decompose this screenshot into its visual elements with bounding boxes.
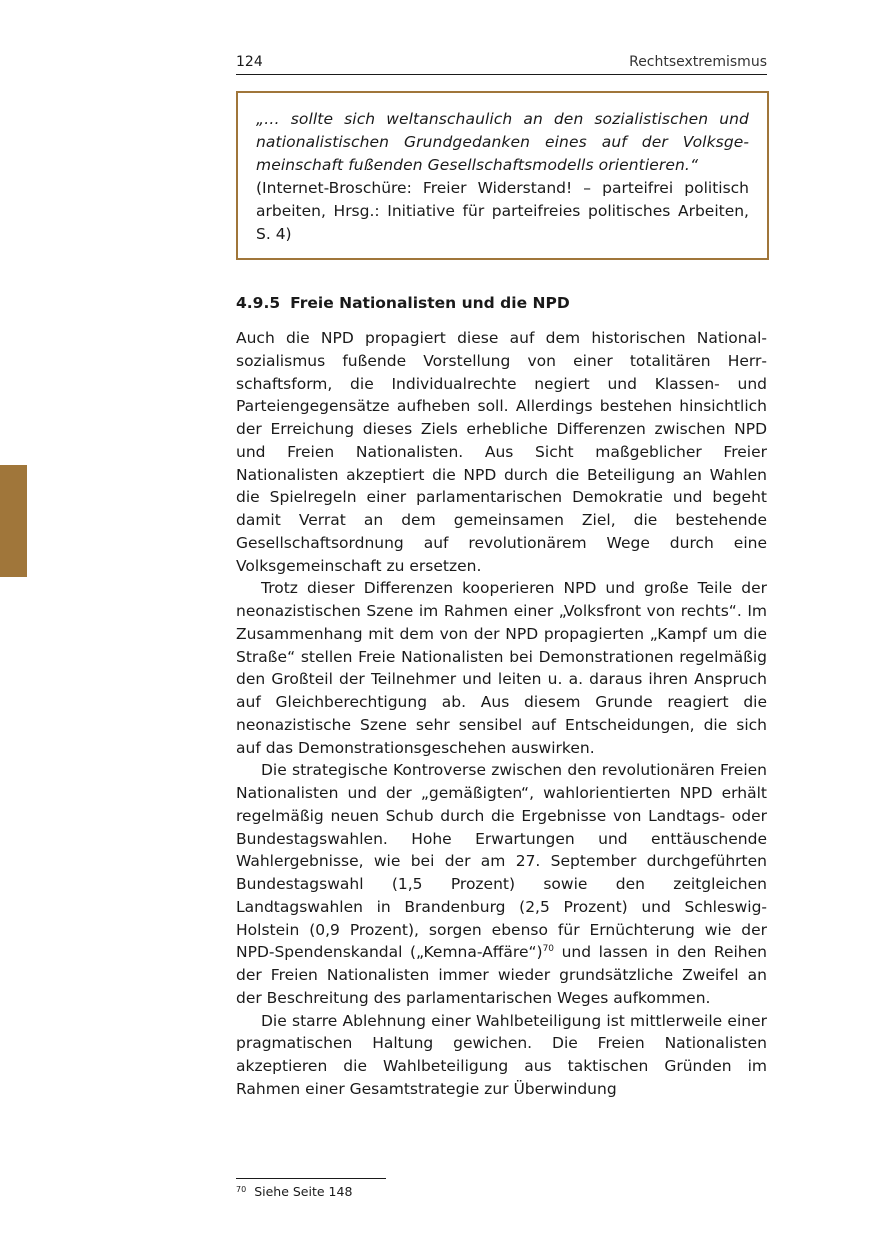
section-number: 4.9.5 [236, 294, 281, 312]
chapter-thumb-tab [0, 465, 27, 577]
quote-box [236, 91, 769, 260]
footnote-reference: 70 [542, 944, 555, 955]
page-number: 124 [236, 54, 263, 70]
paragraph-4: Die starre Ablehnung einer Wahlbeteiligung ist mittlerweile einer pragmatischen Haltung gewichen. Die Freien Nationalisten akzeptieren die Wahlbeteiligung aus taktischen Gründen im Rahmen einer Gesamtstrategie zur Überwindung [236, 1011, 767, 1098]
paragraph-1: Auch die NPD propagiert diese auf dem historischen Nationalsozialismus fußende Vorstellung von einer totalitären Herrschaftsform, die Individualrechte negiert und Klassen- und Parteiengegensätze aufheben soll. Allerdings bestehen hinsichtlich der Erreichung dieses Ziels erhebliche Differenzen zwischen NPD und Freien Nationalisten. Aus Sicht maßgeblicher Freier Nationalisten akzeptiert die NPD durch die Beteiligung an Wahlen die Spielregeln einer parlamentarischen Demokratie und begeht damit Verrat an dem gemeinsamen Ziel, die bestehende Gesellschaftsordnung auf revolutionärem Wege durch eine Volksgemeinschaft zu ersetzen. [236, 329, 767, 575]
section-title: Freie Nationalisten und die NPD [290, 294, 570, 312]
footnote-mark: 70 [236, 1185, 247, 1194]
running-title: Rechtsextremismus [629, 54, 767, 70]
paragraph-2: Trotz dieser Differenzen kooperieren NPD und große Teile der neonazistischen Szene im Rahmen einer „Volksfront von rechts“. Im Zusammenhang mit dem von der NPD propagierten „Kampf um die Straße“ stellen Freie Nationalisten bei Demonstrationen regelmäßig den Großteil der Teilnehmer und leiten u. a. daraus ihren Anspruch auf Gleichberechtigung ab. Aus diesem Grunde reagiert die neonazistische Szene sehr sensibel auf Entscheidungen, die sich auf das Demonstrationsgeschehen auswirken. [236, 579, 767, 757]
paragraph-3-text-b: und lassen in den Reihen der Freien Nationalisten immer wieder grundsätzliche Zweifel an der Beschreitung des parlamentarischen Weges aufkommen. [236, 943, 767, 1007]
paragraph-3-text-a: Die strategische Kontroverse zwischen den revolutionären Freien Nationalisten und der „gemäßigten“, wahlorientierten NPD erhält regelmäßig neuen Schub durch die Ergebnisse von Landtags- oder Bundestagswahlen. Hohe Erwartungen und enttäuschende Wahlergebnisse, wie bei der am 27. September durchgeführten Bundestagswahl (1,5 Prozent) sowie den zeitgleichen Landtagswahlen in Brandenburg (2,5 Prozent) und Schleswig-Holstein (0,9 Prozent), sorgen ebenso für Ernüchterung wie der NPD-Spendenskandal („Kemna-Affäre“) [236, 761, 767, 962]
quote-source: (Internet-Broschüre: Freier Widerstand! – parteifrei politisch arbeiten, Hrsg.: Initiative für parteifreies politisches Arbeiten, S. 4) [256, 179, 749, 243]
footnote-text: Siehe Seite 148 [254, 1184, 353, 1199]
footnote-divider [236, 1178, 386, 1179]
running-header [236, 52, 767, 75]
body-text [236, 327, 767, 1101]
quote-text: „… sollte sich weltanschaulich an den sozialistischen und nationalistischen Grundgedanken eines auf der Volksgemeinschaft fußenden Gesellschaftsmodells orientieren.“ [256, 110, 749, 174]
section-heading [236, 292, 767, 314]
paragraph-3 [236, 759, 767, 1009]
footnote [236, 1182, 352, 1200]
